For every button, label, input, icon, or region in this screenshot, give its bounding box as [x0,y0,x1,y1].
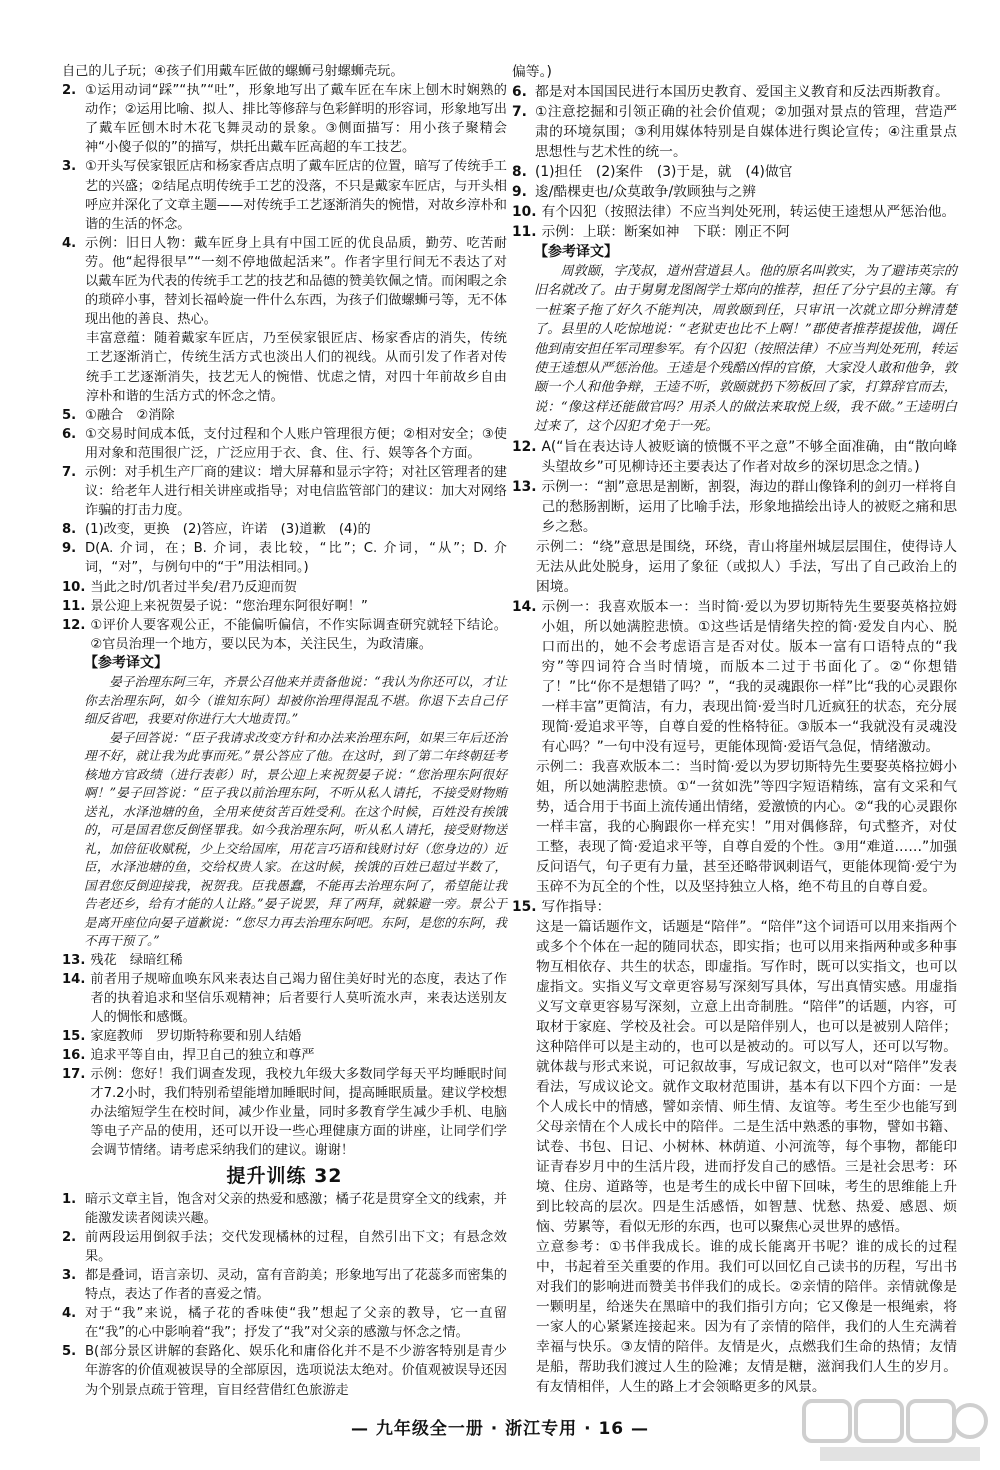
answer-item [512,597,957,757]
item-number: 8. [512,164,527,180]
item-text: (1)改变，更换 (2)答应，许诺 (3)道歉 (4)的 [85,522,371,538]
item-text: D(A. 介词，在；B. 介词，表比较，“比”；C. 介词，“从”；D. 介词，“对”，与例句中的“于”用法相同。) [85,541,507,576]
item-number: 13. [512,478,537,495]
answer-item [62,597,507,616]
item-text: (1)担任 (2)案件 (3)于是，就 (4)做官 [535,164,793,180]
item-number: 14. [62,971,86,987]
item-text: 示例：对手机生产厂商的建议：增大屏幕和显示字符；对社区管理者的建议：给老年人进行相关讲座或指导；对电信监管部门的建议：加大对网络诈骗的打击力度。 [85,464,507,519]
item-number: 6. [512,84,527,100]
continued-text: 偏等。) [512,64,552,80]
answer-item [62,951,507,970]
item-number: 4. [62,1306,77,1322]
item-number: 1. [62,1191,77,1207]
item-text: 示例：您好！我们调查发现，我校九年级大多数同学每天平均睡眠时间才7.2小时，我们特别希望能增加睡眠时间，提高睡眠质量。建议学校想办法缩短学生在校时间，减少作业量，同时多教育学生减少手机、电脑等电子产品的使用，还可以开设一些心理健康方面的讲座，让同学们学会调节情绪。请考虑采纳我们的建议。谢谢！ [90,1067,507,1159]
answer-item [512,202,957,222]
answer-item [62,406,507,425]
answer-item [62,578,507,597]
answer-item [62,425,507,463]
item-text: ①融合 ②消除 [85,407,175,423]
item-text: 都是叠词，语言亲切、灵动，富有音韵美；形象地写出了花蕊多而密集的特点，表达了作者的喜爱之情。 [85,1268,507,1303]
item-number: 14. [512,598,537,615]
item-text: ①运用动词“踩”“执”“吐”，形象地写出了戴车匠在车床上刨木时娴熟的动作；②运用比喻、拟人、排比等修辞与色彩鲜明的形容词，形象地写出了戴车匠刨木时木花飞舞灵动的景象。③侧面描写：用小孩子聚精会神“小傻子似的”的描写，烘托出戴车匠高超的车工技艺。 [85,83,507,156]
item-number: 8. [62,522,77,538]
item-number: 12. [62,617,86,633]
answer-item [62,1304,507,1342]
answer-item [512,222,957,242]
answer-item [62,157,507,233]
item-number: 3. [62,159,77,175]
item-number: 11. [512,224,537,240]
watermark-logo [800,1395,990,1465]
answer-item [512,102,957,162]
answer-item [62,1342,507,1399]
item-text: 前者用子规啼血唤东风来表达自己竭力留住美好时光的态度，表达了作者的执着追求和坚信乐观精神；后者要行人莫听流水声，来表达送别友人的惆怅和感慨。 [90,971,507,1025]
item-number: 9. [512,184,527,200]
item-text: ①评价人要客观公正，不能偏听偏信，不作实际调查研究就轻下结论。②官员治理一个地方，要以民为本，关注民生，为政清廉。 [90,617,507,652]
page-footer: — 九年级全一册 · 浙江专用 · 16 — [350,1419,650,1439]
item-text: 示例：上联：断案如神 下联：刚正不阿 [541,224,790,240]
answer-item [62,81,507,157]
item-text: B(部分景区讲解的套路化、娱乐化和庸俗化并不是不少游客特别是青少年游客的价值观被误导的全部原因，选项说法太绝对。价值观被误导还因为个别景点疏于管理，盲目经营借红色旅游走 [85,1344,507,1398]
item-number: 15. [512,898,537,915]
answer-item [62,520,507,539]
item-text: 家庭教师 罗切斯特称要和别人结婚 [90,1028,302,1044]
answer-item [62,616,507,654]
item-number: 13. [62,952,86,968]
item-text: 残花 绿暗红稀 [90,952,183,968]
answer-item [62,1027,507,1046]
item-text: 暗示文章主旨，饱含对父亲的热爱和感激；橘子花是贯穿全文的线索，并能激发读者阅读兴趣。 [85,1191,507,1226]
item-number: 16. [62,1047,86,1063]
answer-item [62,1190,507,1228]
continued-text: 自己的儿子玩；④孩子们用戴车匠做的螺蛳弓射螺蛳壳玩。 [62,64,404,79]
answer-item [62,539,507,577]
indented-text: 立意参考：①书伴我成长。谁的成长能离开书呢？谁的成长的过程中，书起着至关重要的作用。我们可以回忆自己读书的历程，写出书对我们的影响进而赞美书伴我们的成长。②亲情的陪伴。亲情就像是一颗明星，给迷失在黑暗中的我们指引方向；它又像是一根绳索，将一家人的心紧紧连接起来。因为有了亲情的陪伴，我们的人生充满着幸福与快乐。③友情的陪伴。友情是火，点燃我们生命的热情；友情是船，帮助我们渡过人生的险滩；友情是糖，滋润我们人生的岁月。有友情相伴，人生的路上才会领略更多的风景。 [536,1238,957,1395]
answer-item [512,82,957,102]
answer-item [512,182,957,202]
translation-paragraph: 晏子回答说：“臣子我请求改变方针和办法来治理东阿，如果三年后还治理不好，就让我为此事而死。”景公答应了他。在这时，到了第二年终朝廷考核地方官政绩（进行表彰）时，景公迎上来祝贺晏子说：“您治理东阿很好啊！”晏子回答说：“臣子我以前治理东阿，不听从私人请托，不接受财物贿送礼，水泽池塘的鱼，全用来使贫苦百姓受利。在这个时候，百姓没有挨饿的，可是国君您反倒怪罪我。如今我治理东阿，听从私人请托，接受财物送礼，加倍征收赋税，少上交给国库，用花言巧语和钱财讨好（您身边的）近臣，水泽池塘的鱼，交给权贵人家。在这时候，挨饿的百姓已超过半数了，国君您反倒迎接我，祝贺我。臣我愚蠢，不能再去治理东阿了，希望能让我告老还乡，给有才能的人让路。”晏子说罢，拜了两拜，就躲避一旁。景公于是离开座位向晏子道歉说：“您尽力再去治理东阿吧。东阿，是您的东阿，我不再干预了。” [84,729,507,948]
translation-paragraph: 晏子治理东阿三年，齐景公召他来并责备他说：“我认为你还可以，才让你去治理东阿，如今（谁知东阿）却被你治理得混乱不堪。你退下去自己仔细反省吧，我要对你进行大大地责罚。” [84,674,507,726]
item-number: 2. [62,1229,77,1245]
answer-item [512,437,957,477]
answer-item [62,1266,507,1304]
item-text: ①注意挖掘和引领正确的社会价值观；②加强对景点的管理，营造严肃的环境氛围；③利用媒体特别是自媒体进行舆论宣传；④注重景点思想性与艺术性的统一。 [535,104,957,160]
item-text: 有个囚犯（按照法律）不应当判处死刑，转运使王逵想从严惩治他。 [541,204,956,220]
item-text: 都是对本国国民进行本国历史教育、爱国主义教育和反法西斯教育。 [535,84,949,100]
item-number: 9. [62,541,77,557]
item-text: 示例一：我喜欢版本一：当时简·爱以为罗切斯特先生要娶英格拉姆小姐，所以她满腔悲愤。①这些话是情绪失控的简·爱发自内心、脱口而出的，她不会考虑语言是否对仗。版本一富有口语特点的“我穷”等四词符合当时情境，而版本二过于书面化了。②“你想错了！”比“你不是想错了吗？”，“我的灵魂跟你一样”比“我的心灵跟你一样丰富”更简洁，有力，表现出简·爱当时几近疯狂的状态，充分展现简·爱追求平等，自尊自爱的性格特征。③版本一“我就没有灵魂没有心吗？”一句中没有逗号，更能体现简·爱语气急促，情绪激动。 [541,598,957,755]
indented-text: 示例二：我喜欢版本二：当时简·爱以为罗切斯特先生要娶英格拉姆小姐，所以她满腔悲愤。①“一贫如洗”等四字短语精练，富有文采和气势，适合用于书面上流传通出情绪，爱激愤的内心。②“我的心灵跟你一样丰富，我的心胸跟你一样充实！”用对偶修辞，句式整齐，对仗工整，表现了简·爱追求平等，自尊自爱的个性。③用“难道……”加强反问语气，句子更有力量，甚至还略带讽刺语气，更能体现简·爱宁为玉碎不为瓦全的个性，以及坚持独立人格，绝不苟且的自尊自爱。 [536,758,957,895]
item-number: 10. [62,579,86,595]
item-text: 追求平等自由，捍卫自己的独立和尊严 [90,1047,315,1063]
item-text: 示例一：“割”意思是割断，割裂，海边的群山像锋利的剑刃一样将自己的愁肠割断，运用了比喻手法，形象地描绘出诗人的被贬之痛和思乡之愁。 [541,478,957,535]
item-text: ①交易时间成本低，支付过程和个人账户管理很方便；②相对安全；③使用对象和范围很广泛，广泛应用于衣、食、住、行、娱等各个方面。 [85,426,507,461]
item-number: 7. [62,464,77,480]
item-number: 12. [512,438,537,455]
reference-heading: 【参考译文】 [84,654,168,671]
answer-item [62,1046,507,1065]
item-text: 对于“我”来说，橘子花的香味使“我”想起了父亲的教导，它一直留在“我”的心中影响着“我”；抒发了“我”对父亲的感激与怀念之情。 [85,1306,507,1341]
item-number: 3. [62,1268,77,1283]
answer-item [62,463,507,520]
item-text: 当此之时/饥者过半矣/君乃反迎而贺 [90,579,298,595]
answer-item [512,897,957,917]
indented-text: 这是一篇话题作文，话题是“陪伴”。“陪伴”这个词语可以用来指两个或多个个体在一起的随同状态，即实指；也可以用来指两种或多种事物互相依存、共生的状态，即虚指。写作时，既可以实指文，也可以虚指文。实指义写文章更容易写深刻写具体，写出真情实感。用虚指义写文章更容易写深刻，立意上出奇制胜。“陪伴”的话题，内容，可取材于家庭、学校及社会。可以是陪伴别人，也可以是被别人陪伴；这种陪伴可以是主动的，也可以是被动的。可以写人，还可以写物。就体裁与形式来说，可记叙故事，写成记叙文，也可以对“陪伴”发表看法，写成议论文。就作文取材范围讲，基本有以下四个方面：一是个人成长中的情感，譬如亲情、师生情、友谊等。考生至少也能写到父母亲情在个人成长中的陪伴。二是生活中熟悉的事物，譬如书籍、试卷、书包、日记、小树林、林荫道、小河流等，每个事物，都能印证青春岁月中的生活片段，进而抒发自己的感悟。三是社会思考：环境、住房、道路等，也是考生的成长中留下回味，考生的思维能上升到比较高的层次。四是生活感悟，如智慧、忧愁、热爱、感恩、烦恼、劳累等，看似无形的东西，也可以聚焦心灵世界的感悟。 [536,918,957,1235]
item-text: ①开头写侯家银匠店和杨家香店点明了戴车匠店的位置，暗写了传统手工艺的兴盛；②结尾点明传统手工艺的没落，不只是戴家车匠店，与开头相呼应并深化了文章主题——对传统手工艺逐渐消失的惋惜，对故乡淳朴和谐的生活的怀念。 [85,159,507,232]
item-number: 4. [62,235,77,251]
item-number: 11. [62,598,86,614]
item-number: 6. [62,426,77,442]
answer-item [62,1228,507,1266]
answer-item [512,162,957,182]
item-text: 景公迎上来祝贺晏子说：“您治理东阿很好啊！” [90,598,368,614]
item-number: 10. [512,204,537,220]
answer-item [62,970,507,1027]
right-column [512,62,957,1397]
item-number: 15. [62,1028,86,1044]
translation-paragraph: 周敦颐，字茂叔，道州营道县人。他的原名叫敦实，为了避讳英宗的旧名就改了。由于舅舅龙图阁学士郑向的推荐，担任了分宁县的主簿。有一桩案子拖了好久不能判决，周敦颐到任，只审讯一次就立即分辨清楚了。县里的人吃惊地说：“老狱吏也比不上啊！”郡使者推荐提拔他，调任他到南安担任军司理参军。有个囚犯（按照法律）不应当判处死刑，转运使王逵想从严惩治他。王逵是个残酷凶悍的官僚，大家没人敢和他争，敦颐一个人和他争辩，王逵不听，敦颐就扔下笏板回了家，打算辞官而去，说：“像这样还能做官吗？用杀人的做法来取悦上级，我不做。”王逵明白过来了，这个囚犯才免于一死。 [534,264,957,435]
item-text: 逡/酷棵吏也/众莫敢争/敦顾独与之辨 [535,184,756,200]
answer-item [512,477,957,537]
left-column [62,62,507,1400]
item-number: 7. [512,104,527,120]
answer-item [62,1065,507,1160]
item-text: A(“旨在表达诗人被贬谪的愤慨不平之意”不够全面准确，由“散向峰头望故乡”可见柳诗还主要表达了作者对故乡的深切思念之情。) [541,438,957,475]
section-title: 提升训练 32 [226,1164,343,1187]
reference-heading: 【参考译文】 [534,244,618,260]
item-number: 5. [62,1344,77,1360]
indented-text: 示例二：“绕”意思是围绕，环绕，青山将崖州城层层围住，使得诗人无法从此处脱身，运用了象征（或拟人）手法，写出了自己政治上的困境。 [536,538,957,595]
item-number: 5. [62,407,77,423]
item-text: 示例：旧日人物：戴车匠身上具有中国工匠的优良品质，勤劳、吃苦耐劳。他“起得很早”“一刻不停地做起活来”。作者字里行间无不表达了对以戴车匠为代表的传统手工艺的技艺和品德的赞美钦佩之情。而闲暇之余的琐碎小事，替刘长福岭旋一件什么东西，为孩子们做螺蛳弓等，无不体现出他的善良、热心。 [85,235,507,328]
answer-item [62,234,507,329]
item-number: 17. [62,1067,86,1083]
item-text: 前两段运用倒叙手法；交代发现橘林的过程，自然引出下文；有悬念效果。 [85,1229,507,1264]
item-number: 2. [62,83,77,99]
item-text: 写作指导： [541,898,611,915]
indented-text: 丰富意蕴：随着戴家车匠店，乃至侯家银匠店、杨家香店的消失，传统工艺逐渐消亡，传统生活方式也淡出人们的视线。从而引发了作者对传统手工艺逐渐消失，技艺无人的惋惜、忧虑之情，对四十年前故乡自由淳朴和谐的生活方式的怀念之情。 [86,331,507,404]
